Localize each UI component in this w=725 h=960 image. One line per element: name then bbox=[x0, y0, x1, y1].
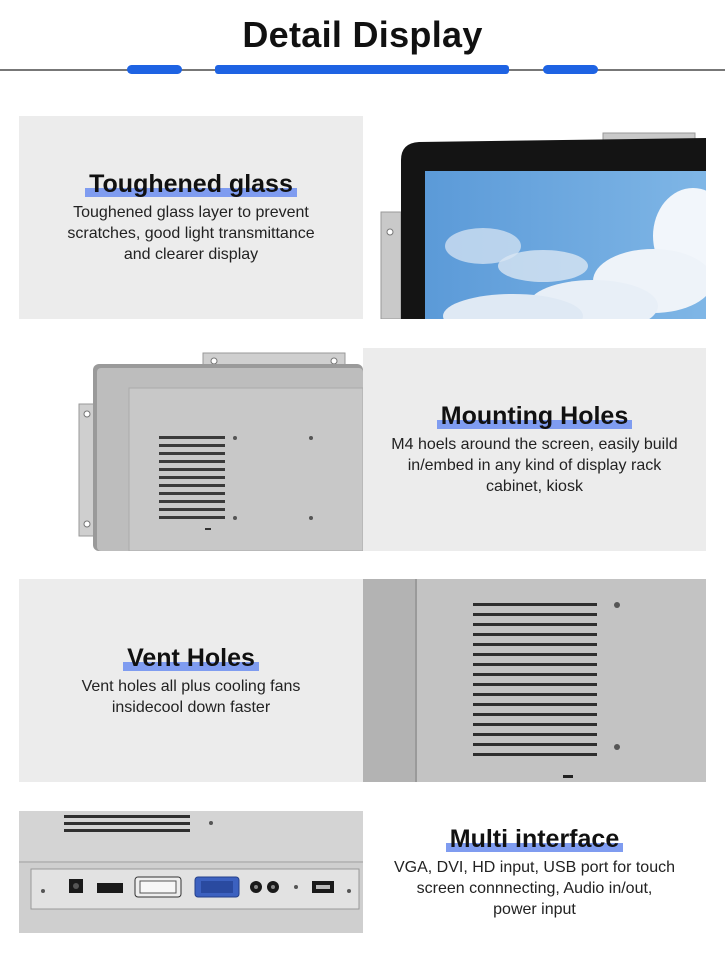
toughened-glass-title: Toughened glass bbox=[85, 170, 297, 198]
toughened-glass-description bbox=[67, 202, 314, 265]
vent-holes-text-panel bbox=[19, 579, 363, 782]
desc-line: cabinet, kiosk bbox=[486, 478, 583, 495]
mounting-holes-description bbox=[391, 434, 677, 497]
desc-line: Vent holes all plus cooling fans bbox=[81, 677, 301, 695]
mounting-holes-text-panel bbox=[363, 348, 706, 551]
header-accent-left bbox=[127, 65, 182, 74]
desc-line: scratches, good light transmittance bbox=[67, 225, 315, 242]
desc-line: VGA, DVI, HD input, USB port for touch bbox=[394, 858, 675, 876]
multi-interface-image bbox=[19, 811, 363, 933]
desc-line: M4 hoels around the screen, easily build bbox=[391, 436, 678, 453]
header-accent-right bbox=[543, 65, 598, 74]
toughened-glass-image bbox=[363, 116, 706, 319]
desc-line: Toughened glass layer to prevent bbox=[73, 204, 309, 221]
multi-interface-description bbox=[394, 857, 675, 920]
header-accent-center bbox=[215, 65, 509, 74]
desc-line: and clearer display bbox=[123, 246, 259, 263]
toughened-glass-text-panel bbox=[19, 116, 363, 319]
mounting-holes-title: Mounting Holes bbox=[437, 402, 632, 430]
vent-holes-description bbox=[82, 676, 301, 718]
vent-holes-title: Vent Holes bbox=[123, 644, 259, 672]
desc-line: in/embed in any kind of display rack bbox=[407, 457, 662, 474]
mounting-holes-image bbox=[19, 348, 363, 551]
multi-interface-text-panel bbox=[363, 811, 706, 933]
multi-interface-title: Multi interface bbox=[446, 825, 623, 853]
page-title: Detail Display bbox=[242, 14, 483, 55]
desc-line: insidecool down faster bbox=[111, 698, 271, 716]
desc-line: power input bbox=[493, 900, 576, 918]
vent-holes-image bbox=[363, 579, 706, 782]
desc-line: screen connnecting, Audio in/out, bbox=[416, 879, 653, 897]
